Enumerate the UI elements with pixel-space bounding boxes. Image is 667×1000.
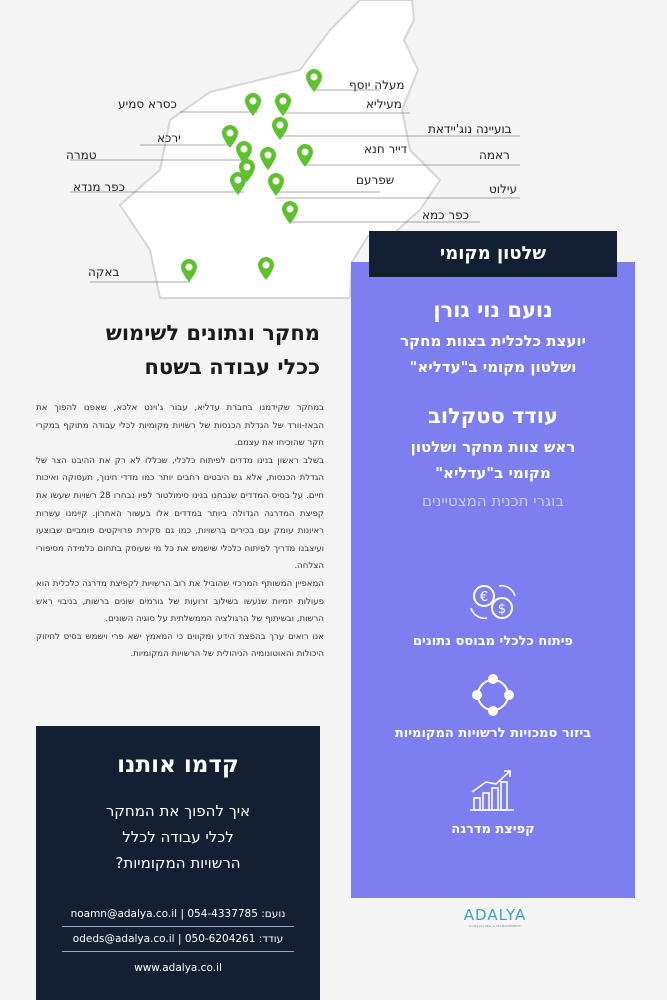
map-label-miilya: מעיליא	[366, 97, 402, 111]
svg-text:$: $	[497, 602, 507, 617]
map-label-baqa: באקה	[88, 265, 120, 279]
contact-phone[interactable]: 050-6204261	[184, 933, 256, 945]
map-label-ilut: עילוט	[489, 182, 518, 196]
map-label-kisra-sumei: כסרא סמיע	[118, 97, 177, 111]
feature-leap	[351, 766, 635, 837]
experts-panel	[351, 262, 635, 898]
person1-role: יועצת כלכלית בצוות מחקר ושלטון מקומי ב"עדליא"	[400, 332, 586, 376]
contact-label: עודד:	[258, 933, 284, 945]
divider	[62, 926, 294, 927]
article-paragraph: המאפיין המשותף המרכזי שהוביל את רוב הרשויות לקפיצת מדרגה כלכלית הוא פעולות יזמיות שנעשו בשילוב זרועות של גורמים שונים ברשות, בניבוי ראש הרשות, ובשיתוף של הרגולציה הממשלתית על סוגיה השונים.	[36, 578, 324, 625]
feature-label-economic: פיתוח כלכלי מבוסס נתונים	[413, 634, 573, 649]
cta-box	[36, 726, 320, 1000]
program-label: בוגרי תכנית המצטיינים	[422, 492, 564, 510]
logo-subtitle: CONSULTING & MANAGEMENT	[468, 924, 522, 928]
feature-label-decentralization: ביזור סמכויות לרשויות המקומיות	[394, 726, 592, 741]
adalya-logo	[462, 906, 528, 928]
network-icon	[468, 672, 518, 718]
contact-row-noam: נועם: 054-4337785 | noamn@adalya.co.il	[70, 908, 286, 920]
feature-economic-development	[351, 578, 635, 649]
map-label-deir-hanna: דייר חנא	[364, 142, 408, 156]
divider	[62, 951, 294, 952]
contact-email[interactable]: odeds@adalya.co.il	[72, 933, 175, 945]
cta-question: איך להפוך את המחקר לכלי עבודה לכלל הרשויות המקומיות?	[105, 802, 251, 872]
feature-decentralization	[351, 672, 635, 741]
map-label-buqata: בועיינה נוג'יידאת	[428, 122, 512, 136]
article-paragraph: אנו רואים ערך בהפצת הידע ומקווים כי המאמץ ישא פרי וישמש בסיס לחיזוק היכולות והאוטונומיה הניהולית של הרשויות המקומיות.	[36, 631, 324, 660]
map-label-kafr-kama: כפר כמא	[422, 208, 469, 222]
contact-row-oded: עודד: 050-6204261 | odeds@adalya.co.il	[72, 933, 284, 945]
person2-name: עודד סטקלוב	[428, 404, 558, 428]
contact-phone[interactable]: 054-4337785	[187, 908, 258, 920]
feature-label-leap: קפיצת מדרגה	[451, 822, 535, 837]
contact-email[interactable]: noamn@adalya.co.il	[70, 908, 178, 920]
growth-chart-icon	[468, 766, 518, 814]
map-label-tamra: טמרה	[66, 148, 97, 162]
article-paragraph: במחקר שקידמנו בחברת עדליא, עבור ג'וינט אלכא, שאפנו להפוך את הבאז-וורד של הגדלת הכנסות של רשויות מקומיות לכלי עבודה מתוקף במקרי חקר שהוכיחו את עצמם.	[36, 403, 324, 449]
map-label-yarka: ירכא	[157, 131, 181, 145]
person2-role: ראש צוות מחקר ושלטון מקומי ב"עדליא"	[410, 438, 576, 482]
currency-exchange-icon	[463, 578, 523, 626]
website-link[interactable]: www.adalya.co.il	[134, 962, 222, 974]
svg-text:€: €	[479, 590, 489, 605]
contact-label: נועם:	[261, 908, 286, 920]
article-headline: מחקר ונתונים לשימוש ככלי עבודה בשטח	[105, 321, 320, 379]
map-label-rama: ראמה	[479, 148, 510, 162]
article-body	[36, 400, 324, 664]
cta-title: קדמו אותנו	[117, 752, 239, 778]
map-label-kafr-manda: כפר מנדא	[73, 180, 125, 194]
section-tag-local-government: שלטון מקומי	[369, 231, 617, 277]
person1-name: נועם נוי גורן	[433, 298, 553, 322]
map-label-maale-yosef: מעלה יוסף	[349, 78, 405, 92]
article-paragraph: בשלב ראשון בנינו מדדים לפיתוח כלכלי, שכללו לא רק את ההיבט הצר של הגדלת הכנסות, אלא גם היבטים רחבים יותר כמו מדדי חינוך, תעסוקה ואיכות חיים. על בסיס המדדים שנבחנו בנינו סימולטור לפיו נבחרו 28 רשויות שעשו את קפיצת המדרגה הגדולה ביותר במדדים אלו בעשור האחרון. קיימנו עשרות ראיונות עומק עם בכירים ברשויות, כמו גם סקירת פרויקטים פומביים שבוצעו ועיצבנו מדריך לפיתוח כלכלי שישמש את כל מי שעוסק בתחום כלמידה מסיפורי הצלחה.	[36, 455, 324, 572]
map-label-shefaram: שפרעם	[356, 173, 395, 187]
logo-word: ADALYA	[463, 906, 527, 924]
